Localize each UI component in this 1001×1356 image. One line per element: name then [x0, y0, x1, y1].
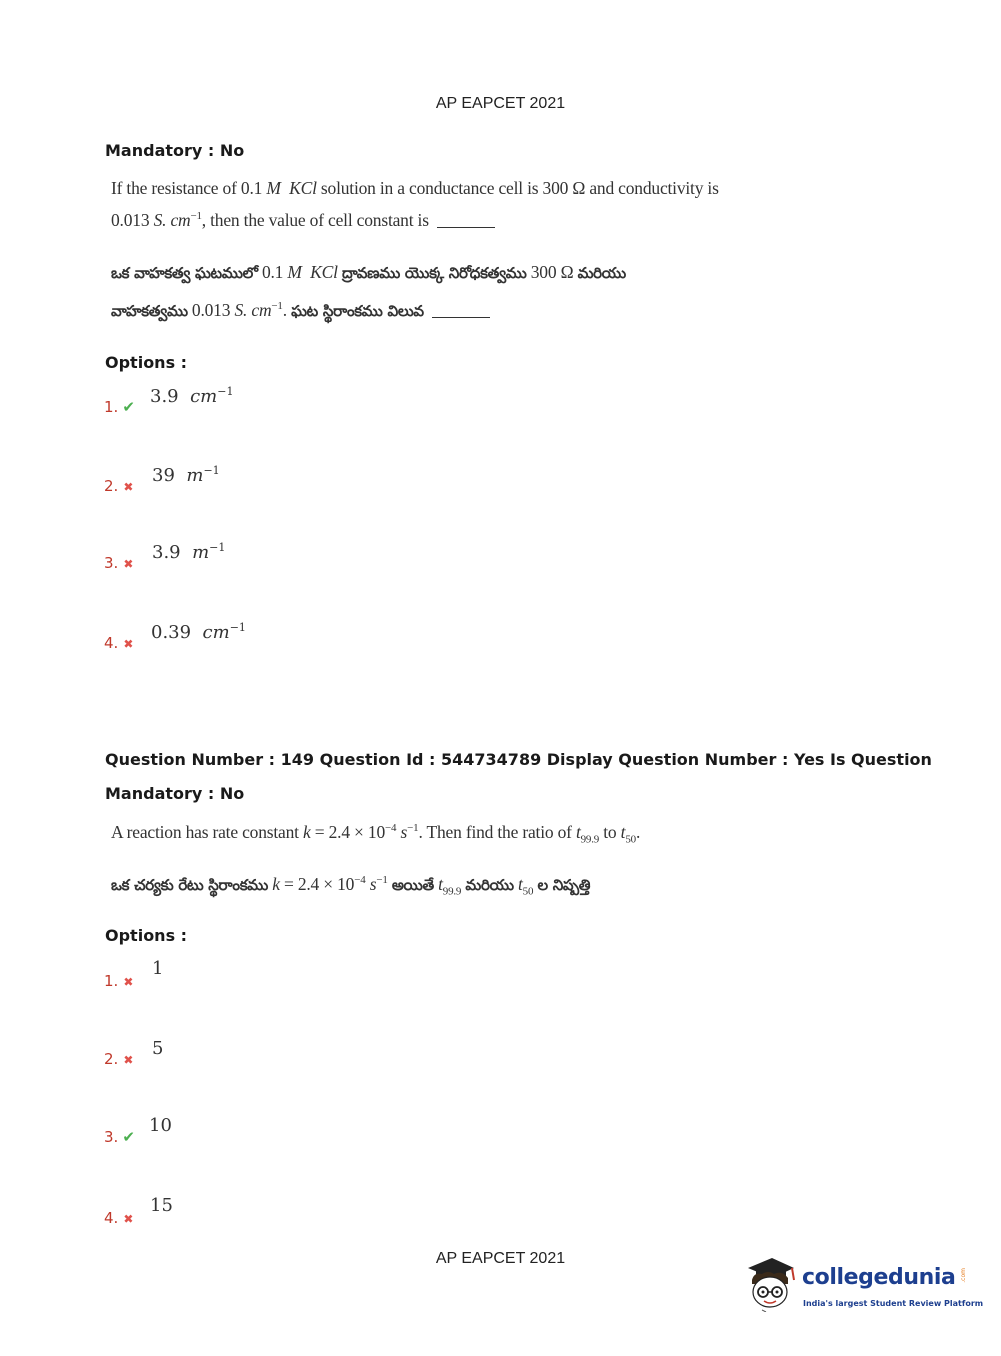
q1-option-1-value: 3.9 $cm^{-1}$ [150, 385, 234, 407]
collegedunia-logo-com: .com [960, 1268, 967, 1283]
page-header: AP EAPCET 2021 [435, 95, 566, 112]
q2-options-label: Options : [105, 926, 188, 945]
q1-option-2-value: 39 $m^{-1}$ [152, 464, 220, 486]
collegedunia-logo-text: collegedunia [802, 1265, 956, 1290]
page-footer: AP EAPCET 2021 [435, 1250, 566, 1267]
q1-english-line-1: If the resistance of 0.1 M KCl solution in a conductance cell is 300 Ω and conductivity is [111, 178, 719, 198]
q2-option-2-value: 5 [152, 1038, 164, 1059]
cross-mark-icon: ✖ [123, 637, 134, 651]
q2-option-2-number: 2. ✖ [104, 1050, 134, 1068]
q1-telugu-line-2: వాహకత్వము 0.013 S. $cm^{-1}$. ఘట స్థిరాంకము విలువ [111, 300, 490, 324]
q2-meta: Question Number : 149 Question Id : 544734789 Display Question Number : Yes Is Question [105, 750, 932, 769]
q2-option-3-number: 3. ✔ [104, 1128, 135, 1146]
q1-option-2-number: 2. ✖ [104, 477, 134, 495]
q1-option-1-number: 1. ✔ [104, 398, 135, 416]
cross-mark-icon: ✖ [123, 975, 134, 989]
cross-mark-icon: ✖ [123, 1053, 134, 1067]
q1-option-3-number: 3. ✖ [104, 554, 134, 572]
q1-option-4-value: 0.39 $cm^{-1}$ [151, 621, 246, 643]
cross-mark-icon: ✖ [123, 1212, 134, 1226]
check-mark-icon: ✔ [122, 398, 135, 416]
q2-option-1-number: 1. ✖ [104, 972, 134, 990]
answer-blank [432, 317, 490, 318]
q2-telugu-text: ఒక చర్యకు రేటు స్థిరాంకము $k = 2.4 \times 10^{-4}$ $s^{-1}$ అయితే $t_{99.9}$ మరియు $t_{50}$ ల నిష్పత్తి [111, 874, 591, 898]
q2-option-4-number: 4. ✖ [104, 1209, 134, 1227]
q1-telugu-line-1: ఒక వాహకత్వ ఘటములో 0.1 M KCl ద్రావణము యొక్క నిరోధకత్వము 300 Ω మరియు [111, 262, 626, 282]
q1-options-label: Options : [105, 353, 188, 372]
q2-option-4-value: 15 [150, 1195, 173, 1216]
q1-option-3-value: 3.9 $m^{-1}$ [152, 541, 226, 563]
check-mark-icon: ✔ [122, 1128, 135, 1146]
answer-blank [437, 227, 495, 228]
q2-mandatory-label: Mandatory : No [105, 784, 245, 803]
q1-mandatory-label: Mandatory : No [105, 141, 245, 160]
q2-english-text: A reaction has rate constant $k = 2.4 \times 10^{-4}$ $s^{-1}$. Then find the ratio of $t_{99.9}$ to $t_{50}$. [111, 822, 641, 846]
q1-english-line-2: 0.013 S. $cm^{-1}$, then the value of cell constant is [111, 210, 495, 231]
cross-mark-icon: ✖ [123, 480, 134, 494]
q2-option-1-value: 1 [152, 958, 164, 979]
cross-mark-icon: ✖ [123, 557, 134, 571]
collegedunia-tagline: India's largest Student Review Platform [803, 1299, 984, 1308]
q2-option-3-value: 10 [149, 1115, 172, 1136]
q1-option-4-number: 4. ✖ [104, 634, 134, 652]
collegedunia-mascot-icon [742, 1250, 798, 1312]
